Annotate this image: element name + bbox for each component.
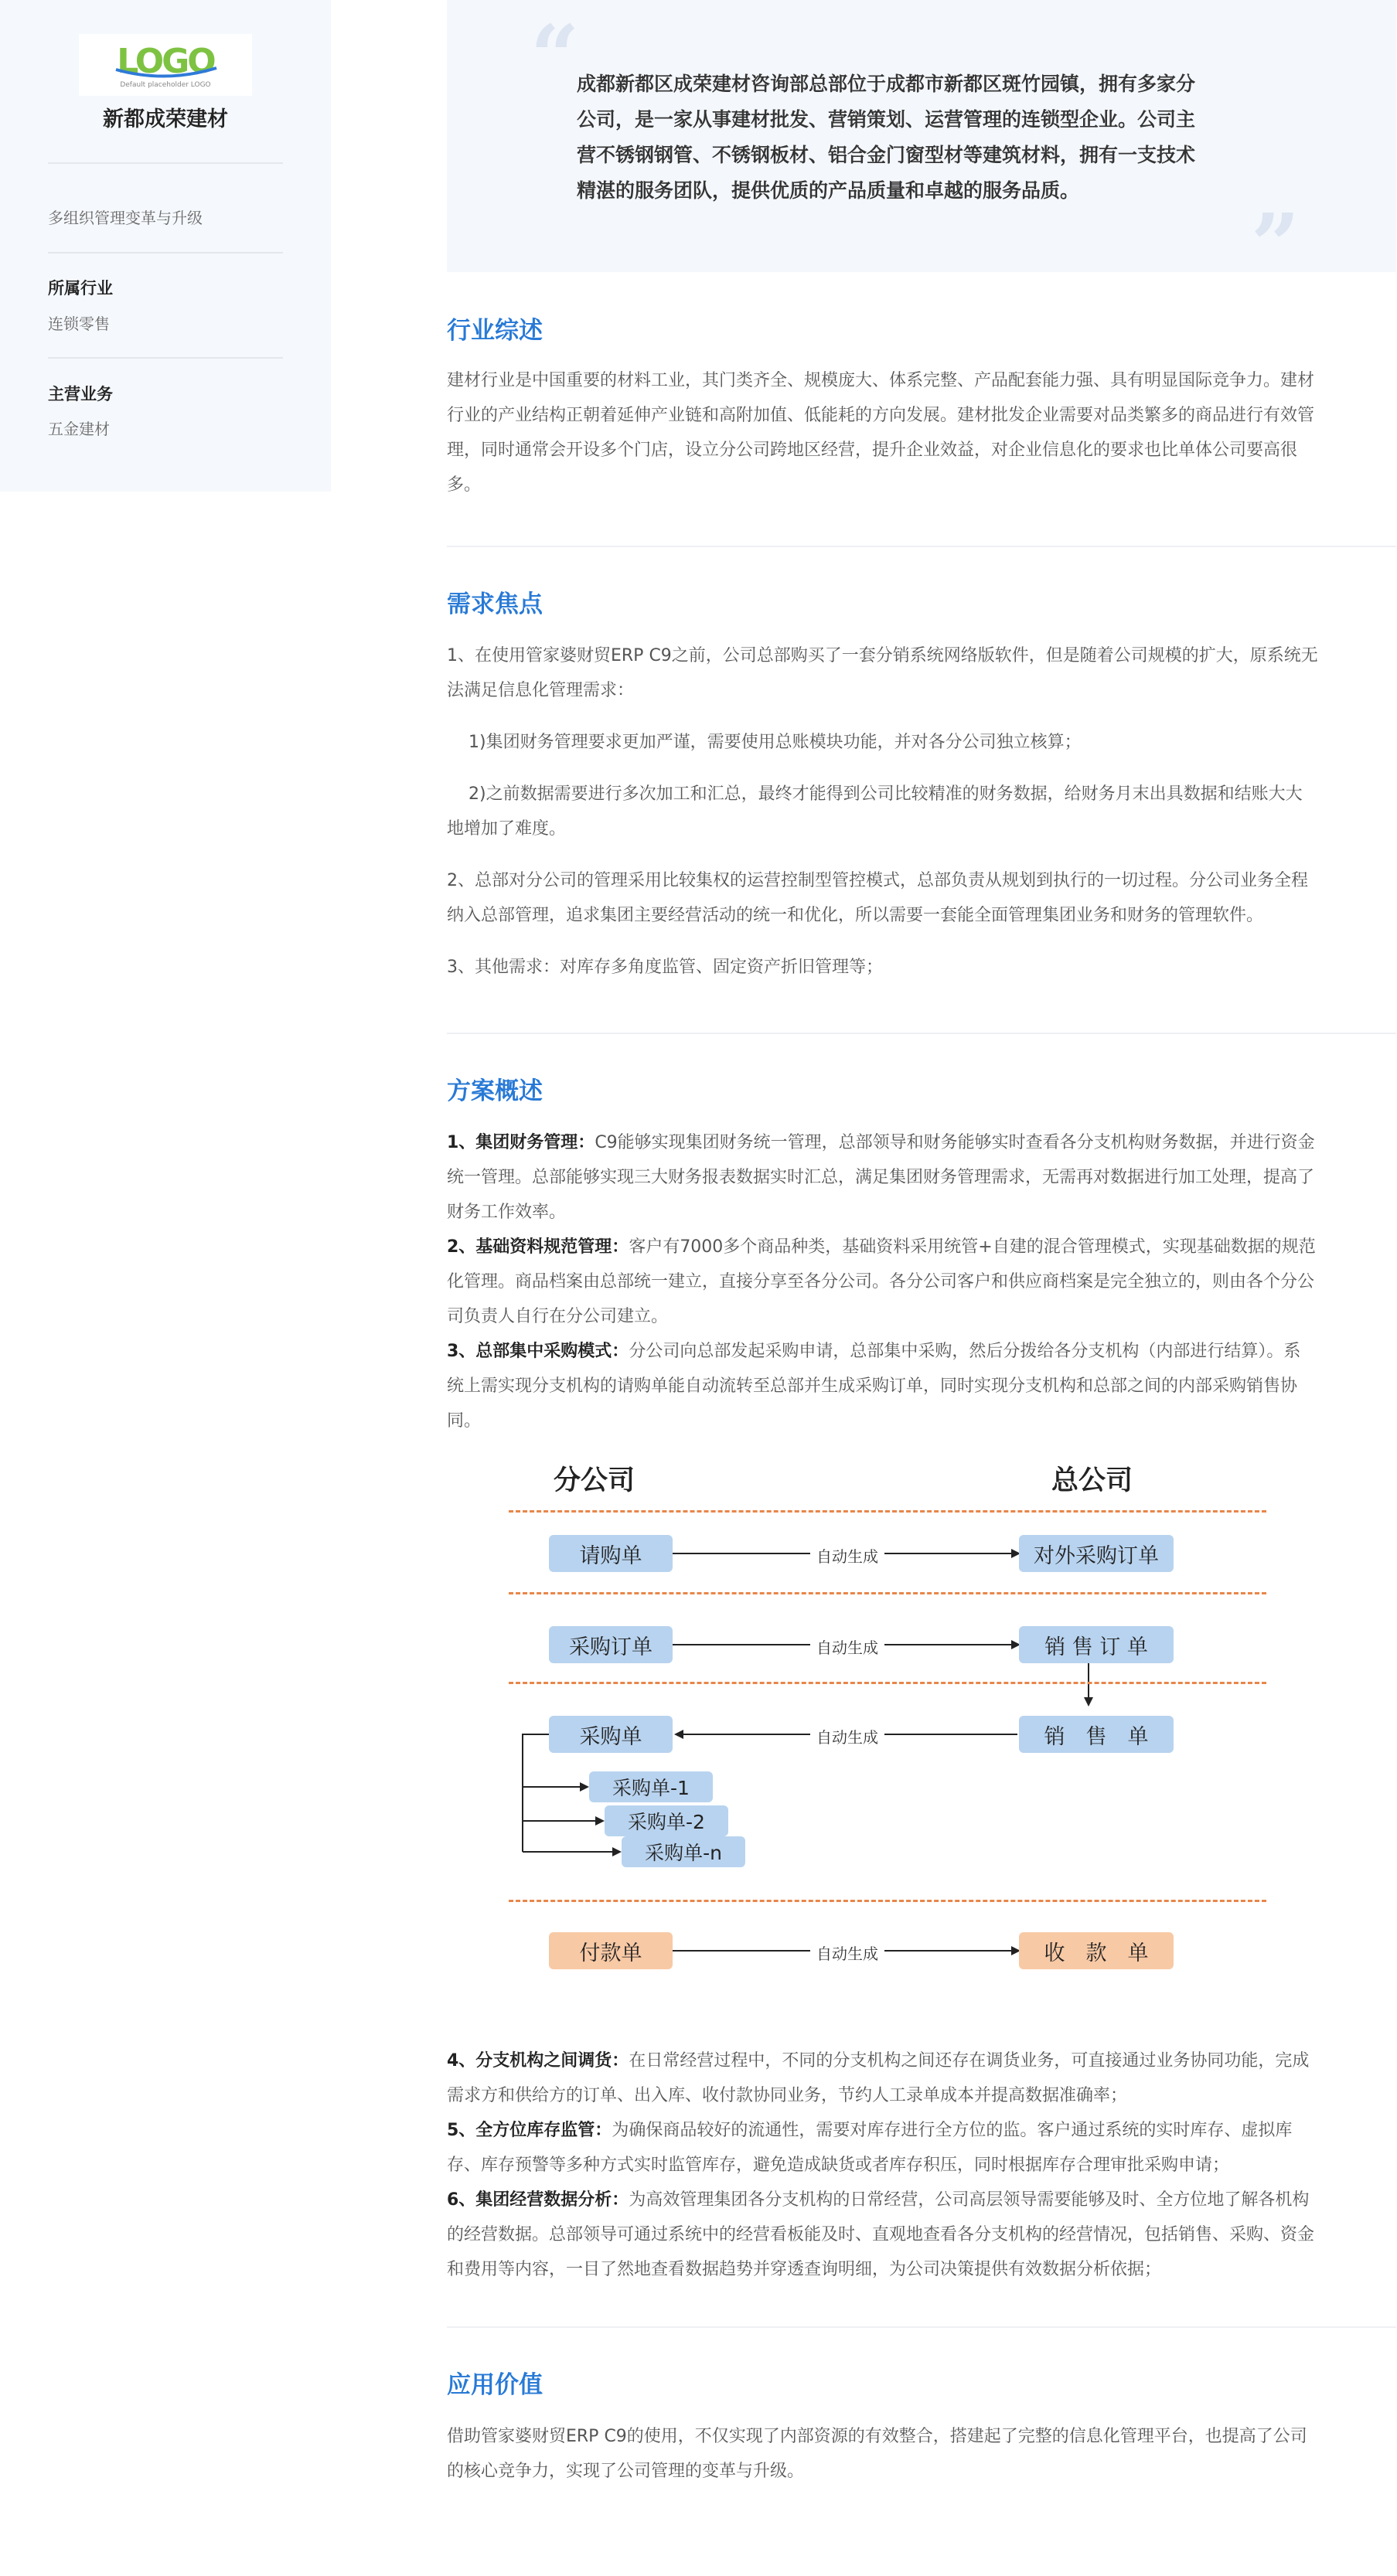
purchase-receipt-n-box: 采购单-n bbox=[622, 1836, 745, 1867]
text-line: 1、在使用管家婆财贸ERP C9之前，公司总部购买了一套分销系统网络版软件，但是随着公司规模的扩大，原系统无 bbox=[447, 646, 1318, 665]
intro-line: 成都新都区成荣建材咨询部总部位于成都市新都区斑竹园镇，拥有多家分 bbox=[577, 73, 1196, 95]
requisition-box: 请购单 bbox=[549, 1535, 673, 1572]
text-line: 多。 bbox=[447, 475, 482, 495]
text-line: 在日常经营过程中，不同的分支机构之间还存在调货业务，可直接通过业务协同功能，完成 bbox=[629, 2051, 1310, 2071]
text-line: 3、其他需求：对库存多角度监管、固定资产折旧管理等； bbox=[447, 958, 883, 977]
text-line: 统上需实现分支机构的请购单能自动流转至总部并生成采购订单，同时实现分支机构和总部之间的内部采购销售协 bbox=[447, 1376, 1298, 1396]
text-line: 地增加了难度。 bbox=[447, 819, 567, 839]
industry-label: 所属行业 bbox=[48, 279, 113, 298]
text-line: 纳入总部管理，追求集团主要经营活动的统一和优化，所以需要一套能全面管理集团业务和财务的管理软件。 bbox=[447, 906, 1264, 925]
purchase-flow-diagram bbox=[478, 1453, 1328, 2040]
item-heading: 4、分支机构之间调货： bbox=[447, 2051, 629, 2071]
auto-generate-label: 自动生成 bbox=[810, 1941, 884, 1964]
item-heading: 6、集团经营数据分析： bbox=[447, 2190, 629, 2210]
text-line: 2)之前数据需要进行多次加工和汇总，最终才能得到公司比较精准的财务数据，给财务月末出具数据和结账大大 bbox=[469, 784, 1303, 804]
sales-order-box: 销 售 订 单 bbox=[1019, 1626, 1174, 1663]
text-line: 法满足信息化管理需求： bbox=[447, 681, 635, 700]
section-divider bbox=[447, 2326, 1396, 2328]
text-line: 2、总部对分公司的管理采用比较集权的运营控制型管控模式，总部负责从规划到执行的一切过程。分公司业务全程 bbox=[447, 871, 1309, 890]
company-name: 新都成荣建材 bbox=[103, 107, 228, 131]
business-value: 五金建材 bbox=[48, 420, 110, 438]
purchase-receipt-2-box: 采购单-2 bbox=[605, 1805, 728, 1836]
text-line: 借助管家婆财贸ERP C9的使用，不仅实现了内部资源的有效整合，搭建起了完整的信息化管理平台，也提高了公司 bbox=[447, 2427, 1307, 2446]
text-line: 和费用等内容，一目了然地查看数据趋势并穿透查询明细，为公司决策提供有效数据分析依据； bbox=[447, 2260, 1162, 2279]
text-line: 司负责人自行在分公司建立。 bbox=[447, 1307, 669, 1326]
text-line: 化管理。商品档案由总部统一建立，直接分享至各分公司。各分公司客户和供应商档案是完全独立的，则由各个分公 bbox=[447, 1272, 1315, 1291]
text-line: 存、库存预警等多种方式实时监管库存，避免造成缺货或者库存积压，同时根据库存合理审批采购申请； bbox=[447, 2156, 1230, 2175]
text-line: 财务工作效率。 bbox=[447, 1203, 567, 1222]
item-heading: 1、集团财务管理： bbox=[447, 1133, 595, 1152]
text-line: 的经营数据。总部领导可通过系统中的经营看板能及时、直观地查看各分支机构的经营情况，包括销售、采购、资金 bbox=[447, 2225, 1315, 2244]
text-line: 需求方和供给方的订单、出入库、收付款协同业务，节约人工录单成本并提高数据准确率； bbox=[447, 2086, 1128, 2105]
text-line: C9能够实现集团财务统一管理，总部领导和财务能够实时查看各分支机构财务数据，并进行资金 bbox=[595, 1133, 1315, 1152]
auto-generate-label: 自动生成 bbox=[810, 1725, 884, 1747]
intro-line: 营不锈钢钢管、不锈钢板材、铝合金门窗型材等建筑材料，拥有一支技术 bbox=[577, 144, 1196, 166]
text-line: 理，同时通常会开设多个门店，设立分公司跨地区经营，提升企业效益，对企业信息化的要求也比单体公司要高很 bbox=[447, 441, 1298, 460]
text-line: 的核心竞争力，实现了公司管理的变革与升级。 bbox=[447, 2462, 805, 2481]
text-line: 客户有7000多个商品种类，基础资料采用统管+自建的混合管理模式，实现基础数据的规范 bbox=[629, 1237, 1316, 1257]
sales-slip-box: 销 售 单 bbox=[1019, 1716, 1174, 1753]
close-quote-icon: ” bbox=[1251, 195, 1300, 294]
item-heading: 3、总部集中采购模式： bbox=[447, 1342, 629, 1361]
item-heading: 5、全方位库存监管： bbox=[447, 2121, 612, 2140]
auto-generate-label: 自动生成 bbox=[810, 1544, 884, 1567]
collection-box: 收 款 单 bbox=[1019, 1932, 1174, 1969]
text-line: 同。 bbox=[447, 1411, 482, 1431]
company-intro-text bbox=[577, 66, 1260, 209]
dashed-divider bbox=[509, 1900, 1266, 1902]
external-po-box: 对外采购订单 bbox=[1019, 1535, 1174, 1572]
payment-box: 付款单 bbox=[549, 1932, 673, 1969]
section-title-demand: 需求焦点 bbox=[447, 590, 543, 618]
dashed-divider bbox=[509, 1510, 1266, 1513]
text-line: 行业的产业结构正朝着延伸产业链和高附加值、低能耗的方向发展。建材批发企业需要对品类繁多的商品进行有效管 bbox=[447, 406, 1315, 425]
text-line: 1)集团财务管理要求更加严谨，需要使用总账模块功能，并对各分公司独立核算； bbox=[469, 733, 1082, 752]
text-line: 统一管理。总部能够实现三大财务报表数据实时汇总，满足集团财务管理需求，无需再对数据进行加工处理，提高了 bbox=[447, 1168, 1315, 1187]
dashed-divider bbox=[509, 1682, 1266, 1684]
purchase-receipt-box: 采购单 bbox=[549, 1716, 673, 1753]
case-tag: 多组织管理变革与升级 bbox=[48, 209, 203, 227]
solution-text-continued bbox=[447, 2043, 1396, 2287]
divider bbox=[48, 162, 283, 164]
value-text bbox=[447, 2419, 1396, 2489]
text-line: 建材行业是中国重要的材料工业，其门类齐全、规模庞大、体系完整、产品配套能力强、具有明显国际竞争力。建材 bbox=[447, 371, 1315, 390]
divider bbox=[48, 357, 283, 359]
company-logo bbox=[79, 34, 252, 96]
logo-icon bbox=[79, 34, 252, 96]
business-label: 主营业务 bbox=[48, 385, 113, 403]
intro-line: 公司，是一家从事建材批发、营销策划、运营管理的连锁型企业。公司主 bbox=[577, 108, 1196, 131]
text-line: 分公司向总部发起采购申请，总部集中采购，然后分拨给各分支机构（内部进行结算）。系 bbox=[629, 1342, 1301, 1361]
open-quote-icon: “ bbox=[530, 6, 580, 106]
auto-generate-label: 自动生成 bbox=[810, 1635, 884, 1658]
svg-text:LOGO: LOGO bbox=[117, 42, 214, 81]
branch-header: 分公司 bbox=[554, 1465, 635, 1496]
section-title-value: 应用价值 bbox=[447, 2371, 543, 2399]
section-title-industry: 行业综述 bbox=[447, 317, 543, 345]
section-divider bbox=[447, 546, 1396, 547]
company-intro-quote bbox=[447, 0, 1396, 294]
industry-value: 连锁零售 bbox=[48, 315, 110, 333]
section-divider bbox=[447, 1033, 1396, 1034]
company-sidebar bbox=[0, 0, 331, 492]
divider bbox=[48, 252, 283, 254]
item-heading: 2、基础资料规范管理： bbox=[447, 1237, 629, 1257]
demand-text bbox=[447, 638, 1396, 985]
solution-text bbox=[447, 1125, 1396, 1438]
hq-header: 总公司 bbox=[1051, 1465, 1133, 1496]
intro-line: 精湛的服务团队，提供优质的产品质量和卓越的服务品质。 bbox=[577, 179, 1080, 202]
industry-text bbox=[447, 363, 1396, 502]
purchase-receipt-1-box: 采购单-1 bbox=[589, 1771, 713, 1802]
text-line: 为确保商品较好的流通性，需要对库存进行全方位的监。客户通过系统的实时库存、虚拟库 bbox=[612, 2121, 1293, 2140]
dashed-divider bbox=[509, 1592, 1266, 1594]
section-title-solution: 方案概述 bbox=[447, 1077, 543, 1105]
svg-text:Default placeholder LOGO: Default placeholder LOGO bbox=[120, 81, 211, 89]
purchase-order-box: 采购订单 bbox=[549, 1626, 673, 1663]
text-line: 为高效管理集团各分支机构的日常经营，公司高层领导需要能够及时、全方位地了解各机构 bbox=[629, 2190, 1310, 2210]
